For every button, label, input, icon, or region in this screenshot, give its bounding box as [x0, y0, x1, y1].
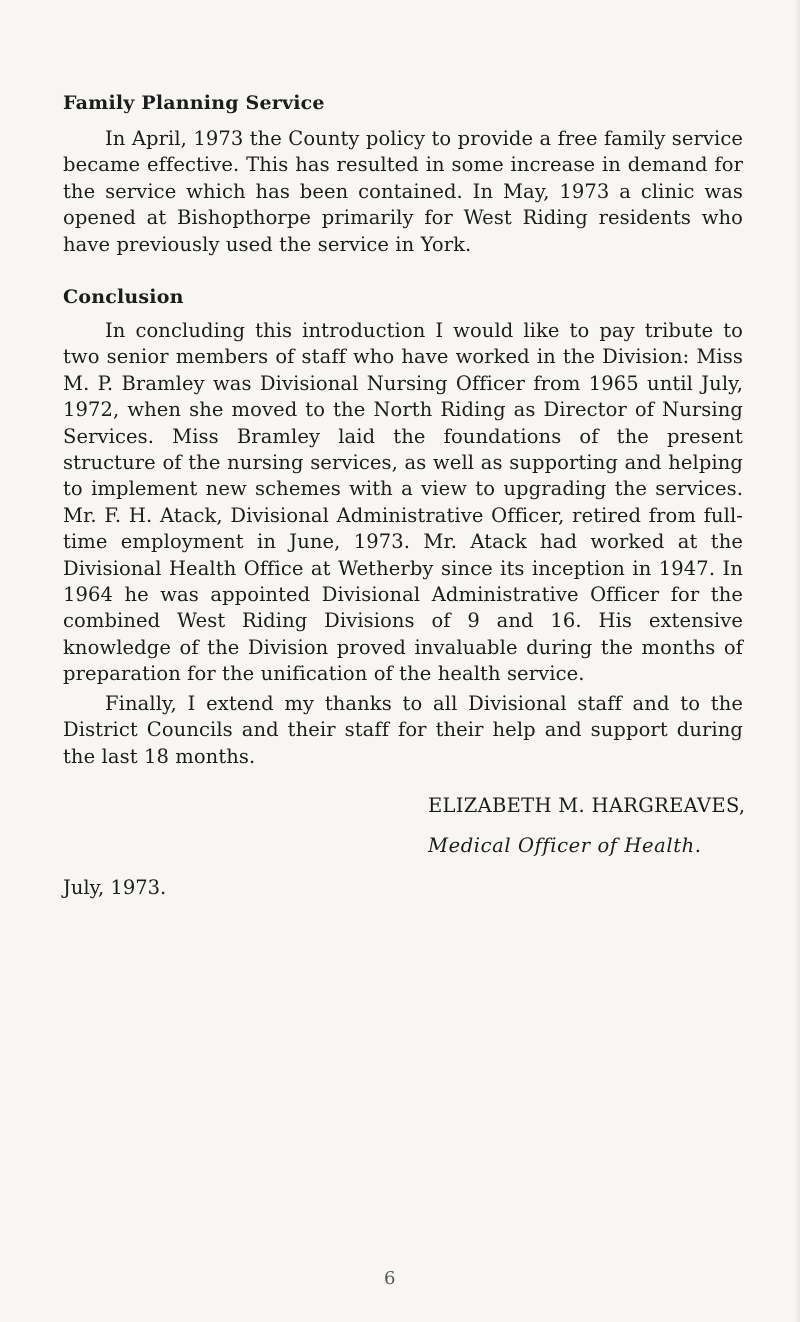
paragraph-conclusion: In concluding this introduction I would like to pay tribute to two senior members of staff who have worked in the Division: Miss M. P. Bramley was Divisional Nursing Officer from 1965 until July, 1972, when she moved to the North Riding as Director of Nursing Services. Miss Bramley laid the foundations of the present structure of the nursing services, as well as supporting and helping to implement new schemes with a view to upgrading the services. Mr. F. H. Atack, Divisional Administrative Officer, retired from full-time employment in June, 1973. Mr. Atack had worked at the Divisional Health Office at Wetherby since its inception in 1947. In 1964 he was appointed Divisional Administrative Officer for the combined West Riding Divisions of 9 and 16. His extensive knowledge of the Division proved invaluable during the months of preparation for the unification of the health service.: [63, 319, 743, 686]
section-heading-conclusion: Conclusion: [63, 286, 184, 308]
signature-title: Medical Officer of Health.: [428, 834, 702, 857]
section-heading-family-planning: Family Planning Service: [63, 92, 325, 114]
paragraph-family-planning: In April, 1973 the County policy to provide a free family service became effective. This has resulted in some increase in demand for the service which has been contained. In May, 1973 a clinic was opened at Bishopthorpe primarily for West Riding residents who have previously used the service in York.: [63, 127, 743, 256]
page-edge-shadow: [794, 0, 800, 1322]
paragraph-closing-thanks: Finally, I extend my thanks to all Divisional staff and to the District Councils and their staff for their help and support during the last 18 months.: [63, 692, 743, 768]
page-number: 6: [384, 1268, 396, 1289]
document-date: July, 1973.: [63, 876, 167, 899]
signature-name: ELIZABETH M. HARGREAVES,: [428, 794, 746, 817]
